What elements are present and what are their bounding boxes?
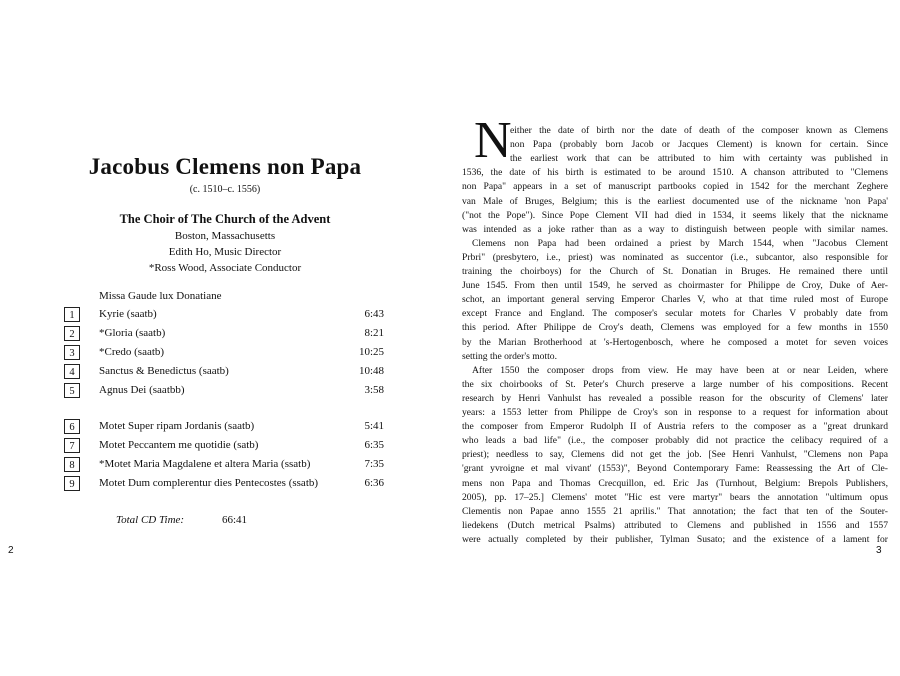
composer-title: Jacobus Clemens non Papa <box>88 154 362 179</box>
track-duration: 6:35 <box>364 439 384 451</box>
page-number-right: 3 <box>876 545 882 556</box>
track-row <box>64 419 384 437</box>
track-number: 4 <box>64 364 80 379</box>
bio-line: ("not the Pope"). Since Pope Clement VII had died in 1534, it seems likely that the nickname <box>462 209 888 221</box>
bio-line: training the choirboys) for the Church of St. Donatian in Bruges. He remained there until <box>462 266 888 277</box>
track-title: Motet Dum complerentur dies Pentecostes (ssatb) <box>99 477 319 489</box>
bio-line: non Papa (probably born Jacob or Jacques Clement) is known for certain. Since <box>510 139 888 151</box>
bio-line: Clemens non Papa had been ordained a priest by March 1544, when "Jacobus Clement <box>472 237 888 249</box>
track-row <box>64 326 384 344</box>
track-duration: 8:21 <box>364 327 384 339</box>
track-title: Motet Super ripam Jordanis (saatb) <box>99 420 255 432</box>
bio-line: 1536, the date of his birth is estimated to be around 1510. A chanson attributed to "Clemens <box>462 167 888 179</box>
page-number-left: 2 <box>8 545 14 556</box>
bio-line: either the date of birth nor the date of death of the composer known as Clemens <box>510 125 888 136</box>
bio-line: mens non Papa and Thomas Crecquillon, ed. Eric Jas (Turnhout, Belgium: Brepols Publishers, <box>462 477 888 489</box>
bio-line: liedekens (Dutch metrical Psalms) attributed to Clemens and published in 1556 and 1557 <box>462 519 888 531</box>
track-row <box>64 438 384 456</box>
bio-line: priest); needless to say, Clemens did not get the job. [See Henri Vanhulst, "Clemens non Papa <box>462 449 888 461</box>
track-number: 3 <box>64 345 80 360</box>
bio-line: who leads a bad life" (i.e., the composer probably did not practice the celibacy required of a <box>462 435 888 447</box>
bio-line: this period. After Philippe de Croy's death, Clemens was employed for a few months in 1550 <box>462 322 888 334</box>
track-number: 8 <box>64 457 80 472</box>
bio-line: Clementis non Papae anno 1555 21 aprilis." That annotation; the fact that ten of the Souter- <box>462 505 888 517</box>
track-number: 7 <box>64 438 80 453</box>
track-duration: 7:35 <box>364 458 384 470</box>
track-number: 1 <box>64 307 80 322</box>
bio-line: the earliest work that can be attributed to him with certainty was published in <box>510 153 888 165</box>
track-title: Agnus Dei (saatbb) <box>99 384 185 396</box>
track-title: *Motet Maria Magdalene et altera Maria (ssatb) <box>99 458 311 470</box>
track-row <box>64 383 384 401</box>
track-row <box>64 457 384 475</box>
choir-associate: *Ross Wood, Associate Conductor <box>148 262 302 274</box>
track-duration: 10:48 <box>358 365 384 377</box>
bio-line: was intended as a joke rather than as a way to distinguish between people with similar names. <box>462 223 888 235</box>
bio-line: van Male of Bruges, Belgium; this is the earliest documented use of the nickname 'non Papa' <box>462 195 888 207</box>
track-duration: 6:36 <box>364 477 384 489</box>
track-duration: 5:41 <box>364 420 384 432</box>
bio-line: were actually completed by their publisher, Tylman Susato; and the existence of a lament for <box>462 533 888 545</box>
choir-location: Boston, Massachusetts <box>174 230 276 242</box>
bio-line: the composer from Emperor Rudolph II of Austria refers to the composer as a "great drunkard <box>462 421 888 433</box>
bio-line: research by Henri Vanhulst has revealed a possible reason for the obscurity of Clemens' later <box>462 392 888 404</box>
bio-line: years: a 1553 letter from Philippe de Croy's son in response to a request for information about <box>462 407 888 418</box>
bio-line: Prbri" (presbytero, i.e., priest) was nominated as succentor (i.e., subcantor, also responsible for <box>462 251 888 263</box>
track-duration: 3:58 <box>364 384 384 396</box>
bio-line: After 1550 the composer drops from view. He may have been at or near Leiden, where <box>472 364 888 376</box>
choir-director: Edith Ho, Music Director <box>168 246 282 258</box>
track-title: *Gloria (saatb) <box>99 327 166 339</box>
track-row <box>64 307 384 325</box>
track-number: 5 <box>64 383 80 398</box>
right-page <box>450 0 900 676</box>
mass-title: Missa Gaude lux Donatiane <box>99 290 222 302</box>
bio-line: setting the order's motto. <box>462 350 557 362</box>
bio-line: except France and England. The composer's secular motets for Charles V probably date from <box>462 308 888 320</box>
track-row <box>64 345 384 363</box>
bio-line: by the Marian Brotherhood at 's-Hertogenbosch, where he composed a motet for seven voices <box>462 336 888 348</box>
bio-line: 'grant yvroigne et mal vivant' (1553)", Beyond Contemporary Fame: Reassessing the Art of Cle- <box>462 463 888 475</box>
track-number: 6 <box>64 419 80 434</box>
choir-name: The Choir of The Church of the Advent <box>119 212 331 226</box>
bio-line: schot, an important general serving Emperor Charles V, who at that time ruled most of Europe <box>462 294 888 306</box>
total-time-value: 66:41 <box>222 514 248 526</box>
bio-line: June 1545. From then until 1549, he served as choirmaster for Philippe de Croy, Duke of Aer- <box>462 280 888 292</box>
track-title: Kyrie (saatb) <box>99 308 157 320</box>
bio-line: non Papa" appears in a set of manuscript partbooks copied in 1542 for the merchant Zeghere <box>462 181 888 193</box>
track-duration: 10:25 <box>358 346 384 358</box>
track-row <box>64 476 384 494</box>
track-title: Sanctus & Benedictus (saatb) <box>99 365 229 377</box>
composer-dates: (c. 1510–c. 1556) <box>189 184 261 195</box>
drop-cap: N <box>474 112 512 169</box>
track-number: 2 <box>64 326 80 341</box>
bio-line: the six choirbooks of St. Peter's Church preserve a large number of his compositions. Recent <box>462 378 888 390</box>
bio-line: 2005), pp. 17–25.] Clemens' motet "Hic est vere martyr" bears the annotation "ultimum opus <box>462 491 888 503</box>
track-title: Motet Peccantem me quotidie (satb) <box>99 439 259 451</box>
total-time-label: Total CD Time: <box>116 514 185 526</box>
track-duration: 6:43 <box>364 308 384 320</box>
track-number: 9 <box>64 476 80 491</box>
track-title: *Credo (saatb) <box>99 346 165 358</box>
track-row <box>64 364 384 382</box>
